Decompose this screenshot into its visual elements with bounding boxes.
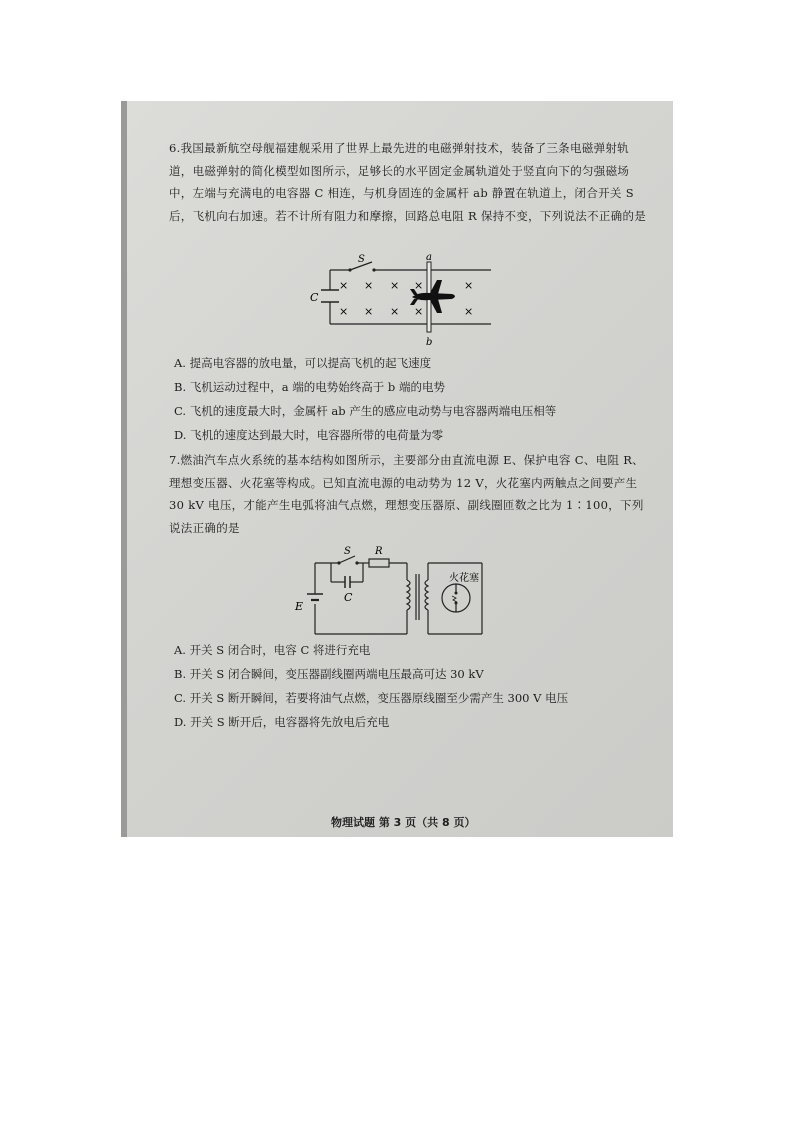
field-mark: × <box>464 305 474 318</box>
resistor <box>369 559 389 567</box>
switch-label: S <box>358 254 365 265</box>
question-6 <box>169 137 647 227</box>
capacitor-label: C <box>310 291 319 304</box>
field-mark: × <box>464 279 474 292</box>
question-6-stem: 6.我国最新航空母舰福建舰采用了世界上最先进的电磁弹射技术，装备了三条电磁弹射轨道，电磁弹射的简化模型如图所示，足够长的水平固定金属轨道处于竖直向下的匀强磁场中，左端与充满电的电容器 C 相连，与机身固连的金属杆 ab 静置在轨道上，闭合开关 S 后，飞机向右加速。若不计所有阻力和摩擦，回路总电阻 R 保持不变，下列说法不正确的是 <box>169 141 647 223</box>
field-mark: × <box>364 279 374 292</box>
question-7-option-b: B. 开关 S 闭合瞬间，变压器副线圈两端电压最高可达 30 kV <box>174 667 484 681</box>
question-6-figure <box>306 253 496 348</box>
field-mark: × <box>339 279 349 292</box>
switch-label: S <box>344 546 351 557</box>
field-mark: × <box>414 279 424 292</box>
question-6-option-a: A. 提高电容器的放电量，可以提高飞机的起飞速度 <box>174 356 432 370</box>
capacitor-label: C <box>344 591 353 604</box>
question-6-option-d: D. 飞机的速度达到最大时，电容器所带的电荷量为零 <box>174 428 444 442</box>
secondary-coil <box>425 580 428 610</box>
rod-end-b-label: b <box>426 337 433 348</box>
exam-page-photo <box>121 101 673 837</box>
question-7 <box>169 449 647 539</box>
spark-icon <box>452 596 457 602</box>
page-footer: 物理试题 第 3 页（共 8 页） <box>331 816 476 829</box>
rod-end-a-label: a <box>426 253 432 263</box>
field-mark: × <box>414 305 424 318</box>
question-7-option-c: C. 开关 S 断开瞬间，若要将油气点燃，变压器原线圈至少需产生 300 V 电压 <box>174 691 569 705</box>
question-6-option-b: B. 飞机运动过程中，a 端的电势始终高于 b 端的电势 <box>174 380 445 394</box>
question-6-option-c: C. 飞机的速度最大时，金属杆 ab 产生的感应电动势与电容器两端电压相等 <box>174 404 557 418</box>
primary-coil <box>407 580 410 610</box>
spark-plug-label: 火花塞 <box>449 573 479 584</box>
question-7-option-d: D. 开关 S 断开后，电容器将先放电后充电 <box>174 715 390 729</box>
field-mark: × <box>364 305 374 318</box>
field-mark: × <box>390 305 400 318</box>
battery-label: E <box>295 600 304 613</box>
question-7-figure <box>289 538 489 640</box>
field-mark: × <box>390 279 400 292</box>
question-7-stem: 7.燃油汽车点火系统的基本结构如图所示，主要部分由直流电源 E、保护电容 C、电阻 R、理想变压器、火花塞等构成。已知直流电源的电动势为 12 V，火花塞内两触点之间要产生 30 kV 电压，才能产生电弧将油气点燃，理想变压器原、副线圈匝数之比为 1∶100，下列说法正确的是 <box>169 453 644 535</box>
switch-blade <box>339 556 355 563</box>
photo-dark-edge <box>121 101 127 837</box>
field-mark: × <box>339 305 349 318</box>
resistor-label: R <box>375 546 383 557</box>
question-7-option-a: A. 开关 S 闭合时，电容 C 将进行充电 <box>174 643 371 657</box>
